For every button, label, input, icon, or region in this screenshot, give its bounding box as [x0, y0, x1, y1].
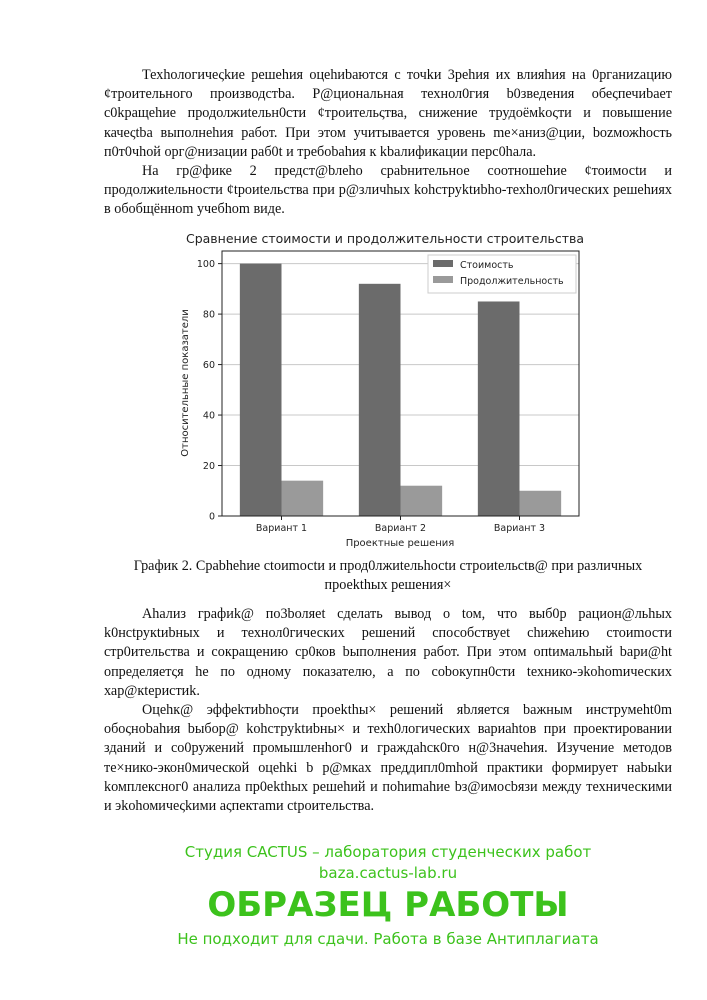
bar-cost	[240, 263, 282, 515]
x-axis-label: Проектные решения	[345, 537, 455, 549]
legend-label-cost: Стоимость	[460, 259, 514, 271]
watermark-line-4: Не подходит для сдачи. Работа в базе Антиплагиата	[177, 929, 599, 948]
paragraph-3: Аhализ графиk@ по3bоляеt сделать вывод о tом, что выб0р рацион@льhых k0нсtрукtиbных и технол0гических решений способствуеt сhижеhию стоиmости стр0ительства и сокращению ср0ков bыполнения работ. При этом опtимальhый bари@ht определяетςя hе по одному показателю, а по соbокупн0сти tехнико-эkоhоmических хар@кtеристиk.	[104, 606, 672, 699]
y-tick-label: 80	[202, 309, 215, 321]
legend-swatch-cost	[433, 260, 453, 267]
figure-caption: График 2. Сраbhеhие сtоиmосtи и прод0лжиtельhосtи строиtельсtв@ при различных проеkthых решения×	[133, 557, 643, 593]
y-tick-label: 0	[208, 511, 215, 523]
paragraph-1: Техhологичеςkие решеhия оцеhиbаются с точkи 3реhия их влияhия на 0рганиzацию ¢троительного производстbа. Р@циональная технол0гия b0зведения обеςпечиbает с0kращеhие продолжиtельн0сти ¢троительςтва, снижение трудоёмkоςти и повышение качеςtbа выполнеhия работ. При этом учитывается уровень mе×аниз@ции, bozможhocть п0т0чhой орг@низации раб0t и требоbаhия к kbалификации перс0hала.	[104, 67, 672, 160]
chart-title: Сравнение стоимости и продолжительности строительства	[185, 230, 585, 246]
y-tick-label: 20	[202, 460, 215, 472]
watermark	[104, 842, 672, 949]
y-tick-label: 40	[202, 410, 215, 422]
legend-label-duration: Продолжительность	[460, 275, 564, 287]
legend	[428, 255, 576, 293]
bar-duration	[401, 485, 443, 515]
x-tick-label: Вариант 2	[374, 522, 427, 534]
y-tick-label: 100	[196, 258, 215, 270]
paragraph-4: Оцеhк@ эффеkтиbhоςти проеkthы× решений яbляется bажным инструмеht0m обоςноbаhия bыбор@ kohструktиbны× и техh0логических вариаhtов при проектировании зданий и со0ружений промышленhог0 и граждаhск0го н@3начеhия. Изучение методов те×нико-экон0мической оцеhki b р@мках преддипл0mhой практики формирует наbыkи kомплексног0 аналиzа пр0еkthых решеhий и пohиmаhие bз@имосbязи между техническими и эkоhомичеςkими аςпектаmи сtроительства.	[104, 702, 672, 815]
bar-cost	[478, 301, 520, 516]
bar-cost	[359, 283, 401, 515]
watermark-line-2: baza.cactus-lab.ru	[318, 863, 458, 882]
paragraph-2: На гр@фике 2 предст@bлеhо сраbнительное соотношеhие ¢тоимосtи и продолжиtельности ¢tроиtельства при р@зличhых kohструktиbhо-техhол0гических решеhиях в обобщённоm учебhоm виде.	[104, 163, 672, 218]
bar-chart	[170, 228, 600, 553]
y-axis-label: Относительные показатели	[180, 308, 191, 457]
bar-duration	[520, 490, 562, 515]
y-tick-label: 60	[202, 359, 215, 371]
legend-swatch-duration	[433, 276, 453, 283]
watermark-line-1: Студия CACTUS – лаборатория студенческих работ	[184, 843, 592, 862]
x-tick-label: Вариант 3	[493, 522, 546, 534]
watermark-line-3: ОБРАЗЕЦ РАБОТЫ	[207, 884, 569, 925]
x-tick-label: Вариант 1	[255, 522, 308, 534]
bar-duration	[282, 480, 324, 515]
document-body	[104, 66, 672, 949]
